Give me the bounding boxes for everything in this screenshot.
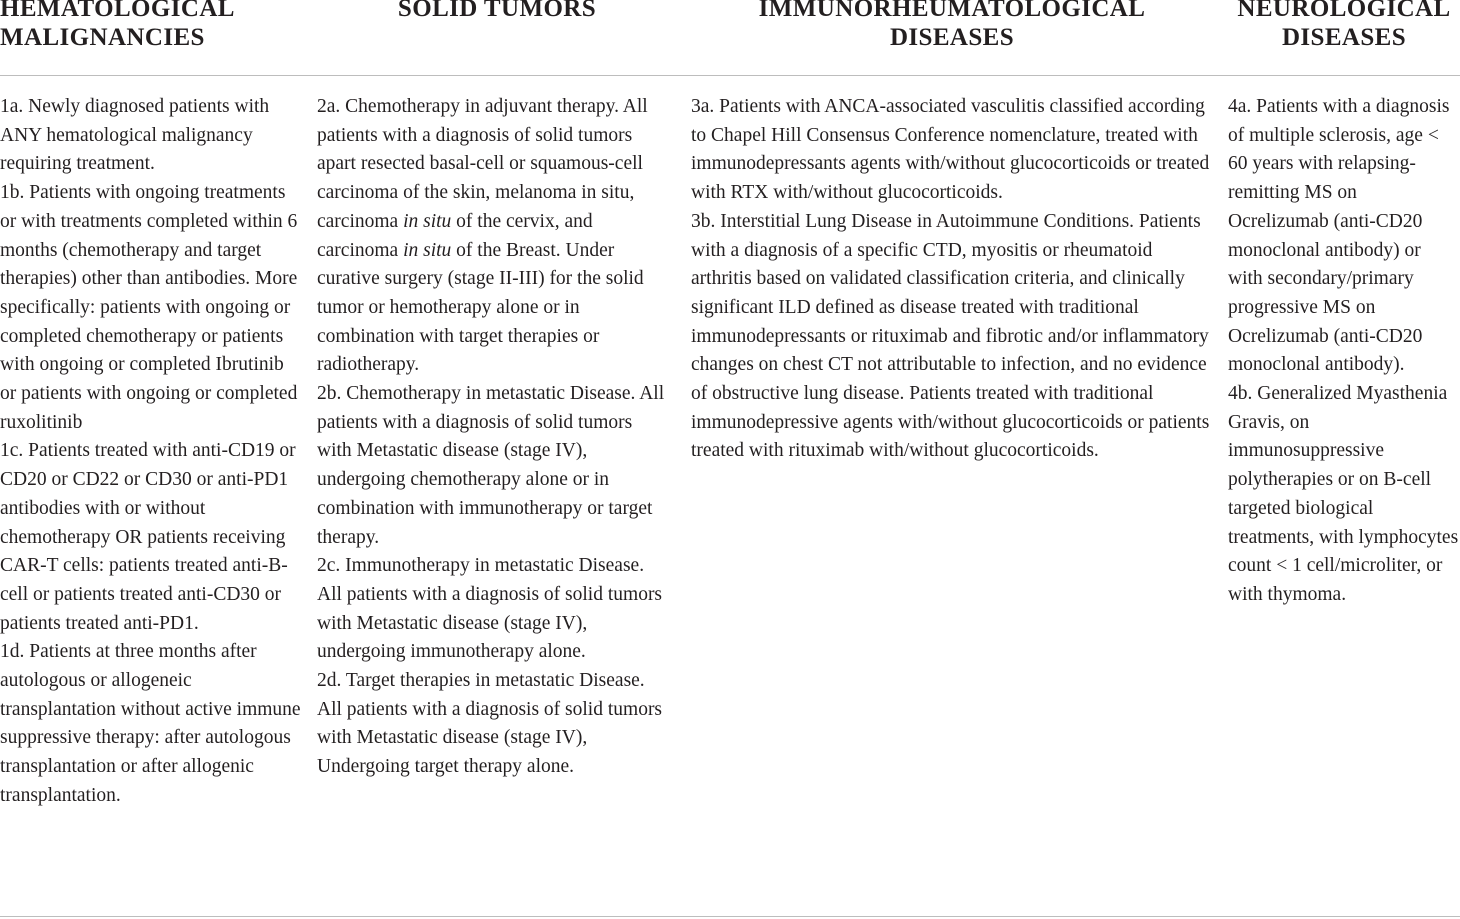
criterion-3b: 3b. Interstitial Lung Disease in Autoimmune Conditions. Patients with a diagnosis of a specific CTD, myositis or rheumatoid arthritis based on validated classification criteria, and clinically significant ILD defined as disease treated with traditional immunodepressants or rituximab and fibrotic and/or inflammatory changes on chest CT not attributable to infection, and no evidence of obstructive lung disease. Patients treated with traditional immunodepressive agents with/without glucocorticoids or patients treated with rituximab with/without glucocorticoids. [691, 210, 1210, 462]
column-body [317, 93, 669, 782]
column-header [691, 0, 1213, 52]
criterion-2b: 2b. Chemotherapy in metastatic Disease. All patients with a diagnosis of solid tumors with Metastatic disease (stage IV), undergoing chemotherapy alone or in combination with immunotherapy or target therapy. [317, 383, 665, 548]
criterion-text-italic: in situ [403, 239, 452, 261]
column-header [0, 0, 235, 52]
column-header-line: NEUROLOGICAL [1237, 0, 1451, 22]
criterion-4b: 4b. Generalized Myasthenia Gravis, on immunosuppressive polytherapies or on B-cell targeted biological treatments, with lymphocytes count < 1 cell/microliter, or with thymoma. [1228, 383, 1459, 605]
criterion-1c: 1c. Patients treated with anti-CD19 or CD20 or CD22 or CD30 or anti-PD1 antibodies with or without chemotherapy OR patients receiving CAR-T cells: patients treated anti-B-cell or patients treated anti-CD30 or patients treated anti-PD1. [0, 440, 296, 634]
criterion-2c: 2c. Immunotherapy in metastatic Disease. All patients with a diagnosis of solid tumors with Metastatic disease (stage IV), undergoing immunotherapy alone. [317, 555, 663, 663]
criterion-text: of the cervix, and carcinoma [317, 210, 593, 261]
column-header-line: HEMATOLOGICAL [0, 0, 235, 22]
criterion-2a [317, 93, 669, 380]
criterion-3a: 3a. Patients with ANCA-associated vasculitis classified according to Chapel Hill Consensus Conference nomenclature, treated with immunodepressants agents with/without glucocorticoids or treated with RTX with/without glucocorticoids. [691, 96, 1210, 204]
column-header-line: SOLID TUMORS [397, 0, 597, 22]
criterion-4a: 4a. Patients with a diagnosis of multiple sclerosis, age < 60 years with relapsing-remitting MS on Ocrelizumab (anti-CD20 monoclonal antibody) or with secondary/primary progressive MS on Ocrelizumab (anti-CD20 monoclonal antibody). [1228, 96, 1450, 376]
table-bottom-divider [0, 916, 1460, 917]
criterion-text: 2a. Chemotherapy in adjuvant therapy. All patients with a diagnosis of solid tumors apart resected basal-cell or squamous-cell carcinoma of the skin, melanoma in situ, carcinoma [317, 96, 648, 232]
criterion-1d: 1d. Patients at three months after autologous or allogeneic transplantation without active immune suppressive therapy: after autologous transplantation or after allogenic transplantation. [0, 641, 301, 806]
column-header-line: MALIGNANCIES [0, 24, 205, 51]
column-header-line: DISEASES [889, 24, 1015, 51]
column-header [1228, 0, 1460, 52]
criterion-text: of the Breast. Under curative surgery (stage II-III) for the solid tumor or hemotherapy alone or in combination with target therapies or radiotherapy. [317, 239, 644, 376]
column-body [1228, 93, 1460, 610]
column-header-line: DISEASES [1281, 24, 1407, 51]
criterion-2d: 2d. Target therapies in metastatic Disease. All patients with a diagnosis of solid tumors with Metastatic disease (stage IV), Undergoing target therapy alone. [317, 670, 663, 778]
column-header-line: IMMUNORHEUMATOLOGICAL [758, 0, 1146, 22]
column-body [691, 93, 1215, 466]
criterion-text-italic: in situ [403, 210, 452, 232]
criterion-1b: 1b. Patients with ongoing treatments or with treatments completed within 6 months (chemotherapy and target therapies) other than antibodies. More specifically: patients with ongoing or completed chemotherapy or patients with ongoing or completed Ibrutinib or patients with ongoing or completed ruxolitinib [0, 182, 298, 433]
header-divider [0, 75, 1460, 76]
column-body [0, 93, 304, 811]
criterion-1a: 1a. Newly diagnosed patients with ANY hematological malignancy requiring treatment. [0, 96, 270, 175]
column-header [317, 0, 677, 23]
